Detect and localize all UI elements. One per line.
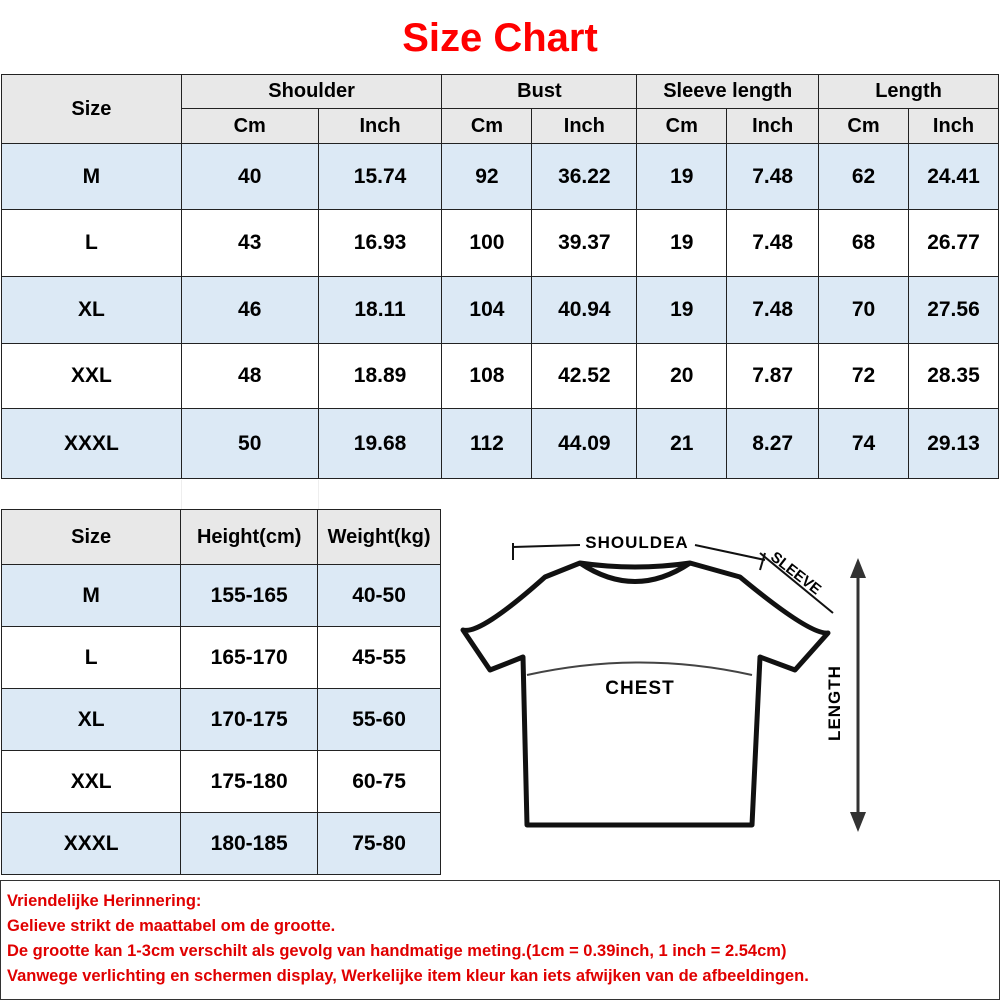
value-cell: 27.56: [908, 277, 998, 344]
table-row: [2, 813, 441, 875]
note-line: Vanwege verlichting en schermen display, Werkelijke item kleur kan iets afwijken van de afbeeldingen.: [7, 967, 809, 985]
table-row: [2, 344, 999, 409]
size-cell: XL: [2, 277, 182, 344]
shoulder-label: SHOULDEA: [585, 533, 689, 552]
value-cell: 26.77: [908, 210, 998, 277]
value-cell: 62: [819, 144, 909, 210]
note-line: Gelieve strikt de maattabel om de grootte.: [7, 917, 336, 935]
table-row: [2, 627, 441, 689]
size-header: Size: [2, 75, 182, 144]
value-cell: 39.37: [532, 210, 637, 277]
length-label: LENGTH: [825, 665, 844, 741]
height-weight-table: [1, 509, 441, 875]
size-cell: L: [2, 210, 182, 277]
height-cell: 170-175: [181, 689, 318, 751]
size-cell: M: [2, 144, 182, 210]
table-row: [2, 689, 441, 751]
value-cell: 16.93: [318, 210, 442, 277]
table-row: [2, 751, 441, 813]
value-cell: 7.48: [727, 277, 819, 344]
value-cell: 8.27: [727, 409, 819, 479]
height-cell: 180-185: [181, 813, 318, 875]
value-cell: 108: [442, 344, 532, 409]
value-cell: 28.35: [908, 344, 998, 409]
unit-header: Cm: [181, 109, 318, 144]
size-cell: XXL: [2, 344, 182, 409]
height-cell: 175-180: [181, 751, 318, 813]
value-cell: 42.52: [532, 344, 637, 409]
height-cell: 155-165: [181, 565, 318, 627]
chest-label: CHEST: [605, 678, 675, 699]
value-cell: 29.13: [908, 409, 998, 479]
height-cell: 165-170: [181, 627, 318, 689]
value-cell: 19: [637, 277, 727, 344]
value-cell: 100: [442, 210, 532, 277]
weight-cell: 55-60: [318, 689, 441, 751]
value-cell: 19: [637, 144, 727, 210]
value-cell: 43: [181, 210, 318, 277]
height-header: Height(cm): [181, 510, 318, 565]
sleeve-label: SLEEVE: [767, 548, 825, 599]
note-line: De grootte kan 1-3cm verschilt als gevolg van handmatige meting.(1cm = 0.39inch, 1 inch = 2.54cm): [7, 942, 787, 960]
size-measurement-table: [1, 74, 999, 479]
unit-header: Inch: [532, 109, 637, 144]
group-header-bust: Bust: [442, 75, 637, 109]
value-cell: 74: [819, 409, 909, 479]
weight-cell: 40-50: [318, 565, 441, 627]
value-cell: 44.09: [532, 409, 637, 479]
page-title: Size Chart: [402, 16, 598, 60]
weight-header: Weight(kg): [318, 510, 441, 565]
value-cell: 7.87: [727, 344, 819, 409]
table-row: [2, 409, 999, 479]
value-cell: 50: [181, 409, 318, 479]
weight-cell: 75-80: [318, 813, 441, 875]
value-cell: 21: [637, 409, 727, 479]
size-cell: XXXL: [2, 813, 181, 875]
spacer-row: [1, 480, 441, 509]
size-cell: XXXL: [2, 409, 182, 479]
unit-header: Cm: [637, 109, 727, 144]
weight-cell: 45-55: [318, 627, 441, 689]
table-row: [2, 210, 999, 277]
value-cell: 15.74: [318, 144, 442, 210]
group-header-shoulder: Shoulder: [181, 75, 442, 109]
value-cell: 72: [819, 344, 909, 409]
reminder-notes: [0, 880, 1000, 1000]
unit-header: Cm: [442, 109, 532, 144]
group-header-length: Length: [819, 75, 999, 109]
value-cell: 112: [442, 409, 532, 479]
tshirt-measurement-diagram: [455, 515, 855, 845]
value-cell: 68: [819, 210, 909, 277]
unit-header: Inch: [318, 109, 442, 144]
table-row: [2, 277, 999, 344]
value-cell: 36.22: [532, 144, 637, 210]
value-cell: 18.89: [318, 344, 442, 409]
value-cell: 70: [819, 277, 909, 344]
arrow-up-icon: [850, 558, 866, 578]
size-cell: L: [2, 627, 181, 689]
weight-cell: 60-75: [318, 751, 441, 813]
value-cell: 20: [637, 344, 727, 409]
value-cell: 40.94: [532, 277, 637, 344]
size-cell: XXL: [2, 751, 181, 813]
value-cell: 19: [637, 210, 727, 277]
value-cell: 7.48: [727, 144, 819, 210]
value-cell: 104: [442, 277, 532, 344]
value-cell: 7.48: [727, 210, 819, 277]
unit-header: Inch: [908, 109, 998, 144]
group-header-sleeve-length: Sleeve length: [637, 75, 819, 109]
size-cell: XL: [2, 689, 181, 751]
value-cell: 24.41: [908, 144, 998, 210]
table-row: [2, 565, 441, 627]
value-cell: 48: [181, 344, 318, 409]
unit-header: Cm: [819, 109, 909, 144]
length-indicator: [825, 550, 890, 840]
value-cell: 92: [442, 144, 532, 210]
value-cell: 40: [181, 144, 318, 210]
note-line: Vriendelijke Herinnering:: [7, 892, 202, 910]
arrow-down-icon: [850, 812, 866, 832]
table-row: [2, 144, 999, 210]
unit-header: Inch: [727, 109, 819, 144]
size-header: Size: [2, 510, 181, 565]
value-cell: 46: [181, 277, 318, 344]
size-cell: M: [2, 565, 181, 627]
value-cell: 18.11: [318, 277, 442, 344]
value-cell: 19.68: [318, 409, 442, 479]
